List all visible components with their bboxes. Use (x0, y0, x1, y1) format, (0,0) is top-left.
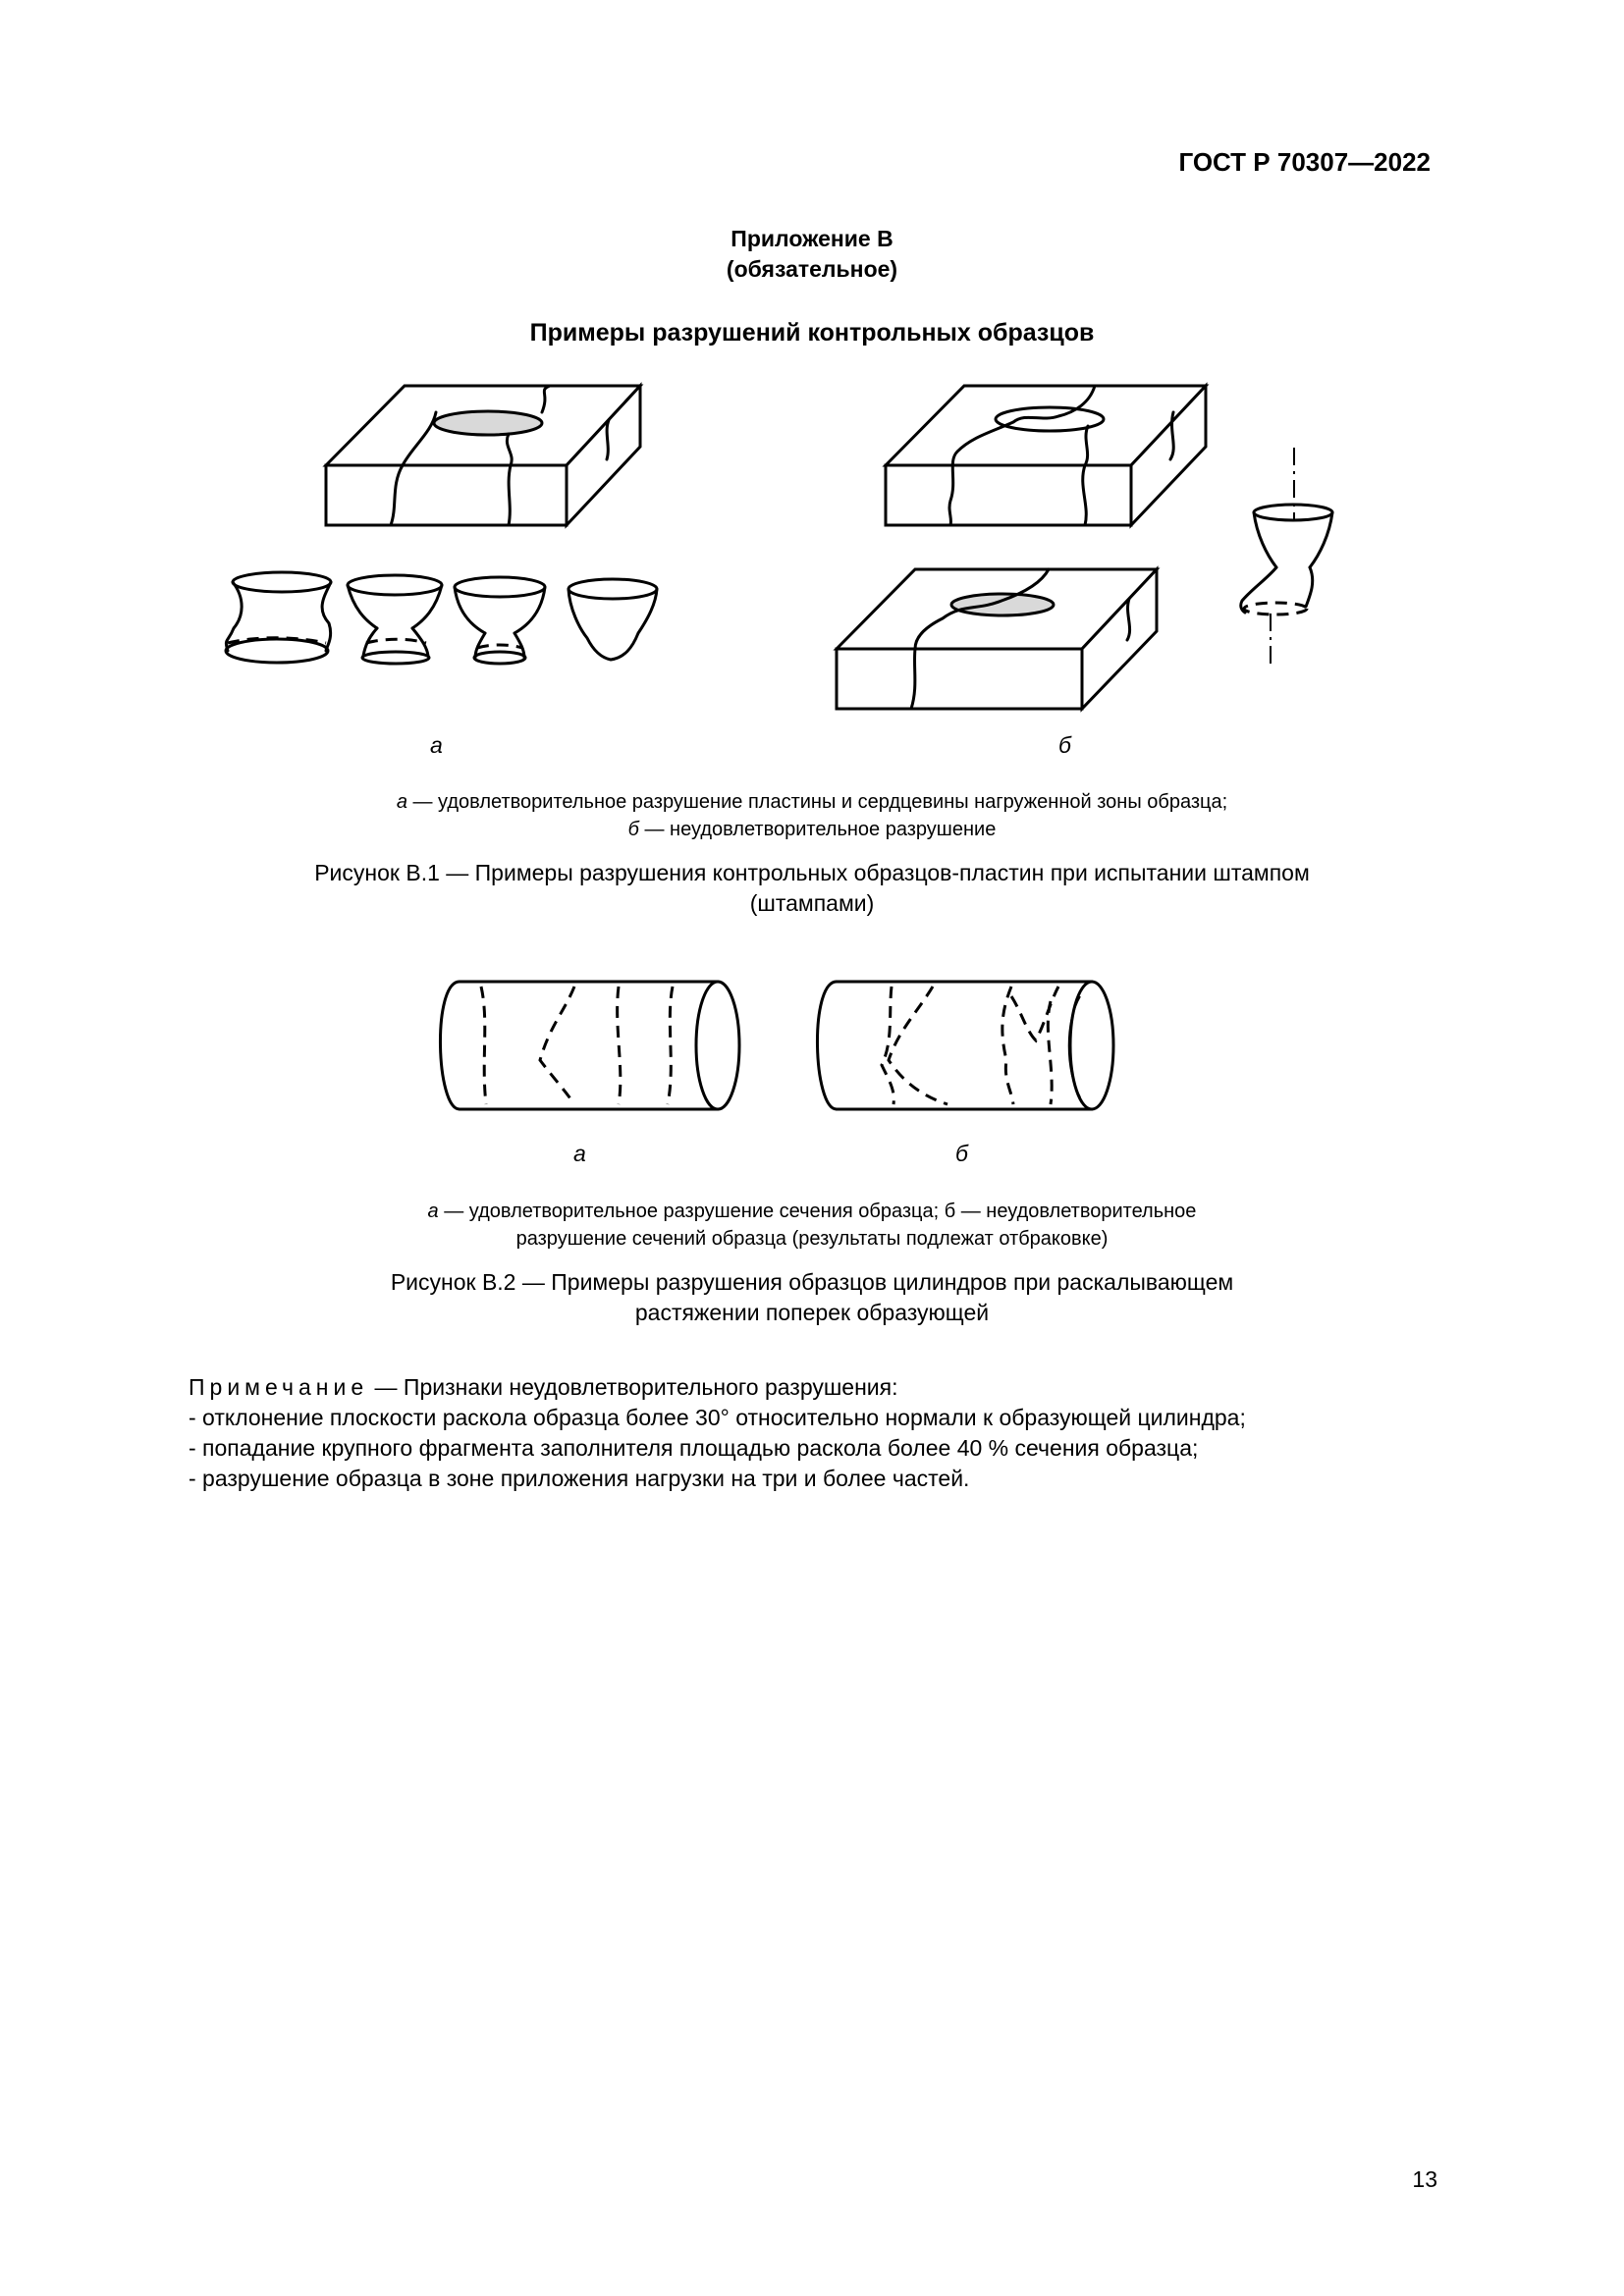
fig1-label-b: б (1058, 732, 1071, 758)
fig2-legend-key: а (427, 1201, 439, 1222)
fig1-legend-a-key: а (396, 791, 407, 813)
fig1-a-slab (326, 386, 640, 525)
fig2-caption-line2: растяжении поперек образующей (634, 1300, 990, 1325)
fig2-b-cylinder (817, 982, 1113, 1109)
fig1-legend-a (0, 788, 1624, 816)
fig1-b-slab-top (886, 386, 1206, 525)
fig2-legend-line1 (0, 1198, 1624, 1225)
fig1-b-slab-bottom (837, 569, 1157, 709)
fig1-b-vase (1241, 448, 1332, 667)
fig1-caption-line1: Рисунок В.1 — Примеры разрушения контрольных образцов-пластин при испытании штампом (314, 860, 1310, 885)
section-title: Примеры разрушений контрольных образцов (529, 319, 1095, 347)
appendix-subtitle: (обязательное) (726, 256, 898, 282)
standard-id: ГОСТ Р 70307—2022 (1178, 147, 1431, 177)
note-intro-text: — Признаки неудовлетворительного разрушения: (368, 1374, 898, 1400)
fig2-label-b: б (955, 1141, 968, 1166)
note-intro (189, 1372, 1246, 1403)
fig1-label-a: а (430, 732, 443, 758)
fig2-a-cylinder (440, 982, 739, 1109)
fig1-a-fragments (226, 572, 657, 664)
fig1-caption-line2: (штампами) (749, 890, 875, 916)
fig2-caption-line1: Рисунок В.2 — Примеры разрушения образцов цилиндров при раскалывающем (390, 1269, 1234, 1295)
fig1-legend-b-text: — неудовлетворительное разрушение (638, 819, 997, 840)
note-item: - разрушение образца в зоне приложения нагрузки на три и более частей. (189, 1466, 970, 1491)
appendix-title: Приложение В (731, 226, 893, 251)
note-label: Примечание (189, 1374, 369, 1400)
fig1-legend-a-text: — удовлетворительное разрушение пластины и сердцевины нагруженной зоны образца; (406, 791, 1228, 813)
note-block (189, 1372, 1246, 1494)
note-item: - отклонение плоскости раскола образца более 30° относительно нормали к образующей цилиндра; (189, 1405, 1246, 1430)
fig1-legend-b-key: б (627, 819, 639, 840)
fig2-label-a: а (573, 1141, 586, 1166)
fig1-legend-b (0, 816, 1624, 843)
note-item: - попадание крупного фрагмента заполнителя площадью раскола более 40 % сечения образца; (189, 1435, 1199, 1461)
fig2-legend-line1-text: — удовлетворительное разрушение сечения образца; б — неудовлетворительное (438, 1201, 1197, 1222)
page-number: 13 (1412, 2166, 1437, 2192)
fig2-legend-line2: разрушение сечений образца (результаты подлежат отбраковке) (515, 1228, 1109, 1250)
